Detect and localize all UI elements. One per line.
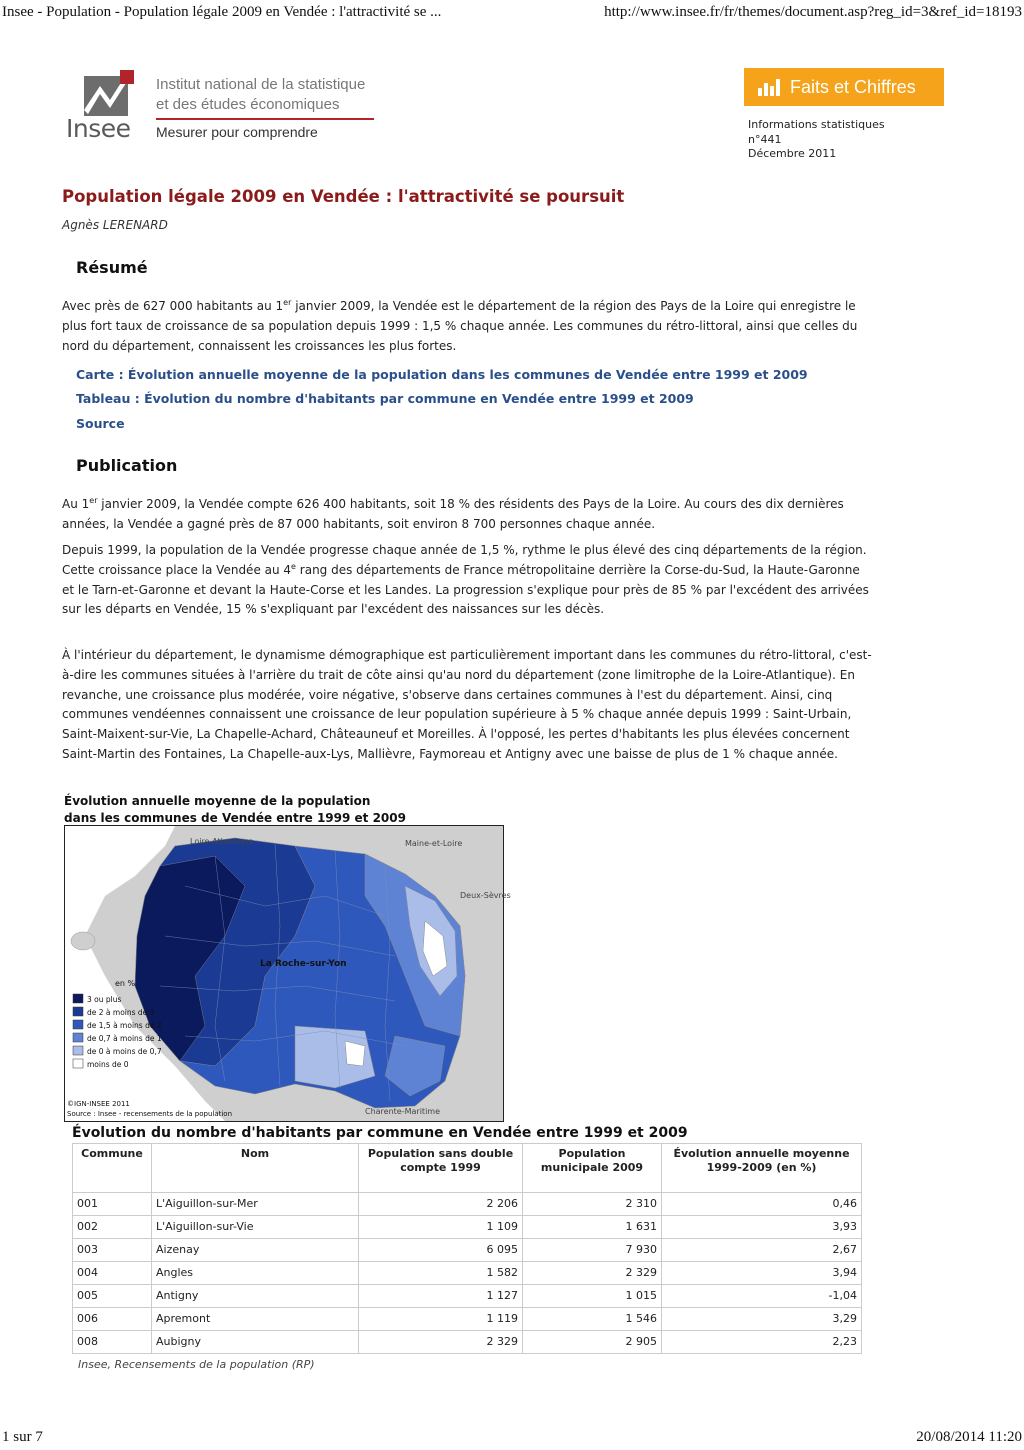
cell-pop-1999: 2 206 bbox=[359, 1193, 523, 1216]
map-label-deux-sevres: Deux-Sèvres bbox=[460, 891, 511, 900]
cell-pop-2009: 1 546 bbox=[523, 1308, 662, 1331]
cell-pop-1999: 2 329 bbox=[359, 1331, 523, 1354]
cell-nom: Antigny bbox=[152, 1285, 359, 1308]
legend-label: de 0 à moins de 0,7 bbox=[87, 1047, 162, 1056]
legend-swatch bbox=[73, 1020, 83, 1029]
col-evolution: Évolution annuelle moyenne 1999-2009 (en %) bbox=[662, 1144, 862, 1193]
map-title bbox=[64, 793, 406, 827]
col-pop-1999: Population sans double compte 1999 bbox=[359, 1144, 523, 1193]
legend-title: en % bbox=[115, 979, 136, 988]
p2-text-b: rang des départements de France métropolitaine derrière la Corse-du-Sud, la Haute-Garonne et le Tarn-et-Garonne et devant la Haute-Corse et les Landes. La progression s'explique pour près de 85 % par l'excédent des arrivées sur les départs en Vendée, 15 % s'expliquant par l'excédent des naissances sur les décès. bbox=[62, 562, 869, 617]
print-header-url: http://www.insee.fr/fr/themes/document.asp?reg_id=3&ref_id=18193 bbox=[604, 4, 1022, 20]
cell-commune: 003 bbox=[73, 1239, 152, 1262]
legend-swatch bbox=[73, 1007, 83, 1016]
resume-sup: er bbox=[283, 298, 292, 307]
map-label-la-roche: La Roche-sur-Yon bbox=[260, 959, 347, 969]
p1-text-a: Au 1 bbox=[62, 497, 90, 511]
map-credit-1: ©IGN-INSEE 2011 bbox=[67, 1100, 130, 1108]
print-footer-page: 1 sur 7 bbox=[2, 1429, 43, 1445]
legend-swatch bbox=[73, 1033, 83, 1042]
cell-pop-2009: 7 930 bbox=[523, 1239, 662, 1262]
cell-pop-1999: 1 127 bbox=[359, 1285, 523, 1308]
p2-sup: e bbox=[291, 561, 296, 571]
cell-pop-2009: 2 310 bbox=[523, 1193, 662, 1216]
cell-evolution: -1,04 bbox=[662, 1285, 862, 1308]
map-label-loire-atlantique: Loire-Atlantique bbox=[190, 837, 254, 846]
table-row bbox=[73, 1331, 862, 1354]
cell-evolution: 3,29 bbox=[662, 1308, 862, 1331]
legend-label: de 2 à moins de 3 bbox=[87, 1008, 155, 1017]
table-row bbox=[73, 1239, 862, 1262]
table-row bbox=[73, 1262, 862, 1285]
legend-swatch bbox=[73, 1046, 83, 1055]
link-tableau[interactable]: Tableau : Évolution du nombre d'habitants par commune en Vendée entre 1999 et 2009 bbox=[76, 391, 694, 406]
p1-sup: er bbox=[89, 496, 98, 505]
logo-divider bbox=[156, 118, 374, 120]
publication-heading: Publication bbox=[76, 456, 178, 475]
print-footer bbox=[0, 1428, 1024, 1448]
legend-label: de 1,5 à moins de 2 bbox=[87, 1021, 162, 1030]
cell-pop-2009: 2 905 bbox=[523, 1331, 662, 1354]
cell-pop-1999: 1 582 bbox=[359, 1262, 523, 1285]
faits-et-chiffres-button[interactable] bbox=[744, 68, 944, 106]
legend-swatch bbox=[73, 1059, 83, 1068]
map-label-charente: Charente-Maritime bbox=[365, 1107, 440, 1116]
info-block bbox=[748, 118, 885, 162]
cell-commune: 005 bbox=[73, 1285, 152, 1308]
table-row bbox=[73, 1285, 862, 1308]
resume-text-b: janvier 2009, la Vendée est le département de la région des Pays de la Loire qui enregistre le plus fort taux de croissance de sa population depuis 1999 : 1,5 % chaque année. Les communes du rétro-littoral, ainsi que celles du nord du département, connaissent les croissances les plus fortes. bbox=[62, 299, 858, 353]
cell-nom: Aizenay bbox=[152, 1239, 359, 1262]
cell-commune: 001 bbox=[73, 1193, 152, 1216]
logo-line1: Institut national de la statistique bbox=[156, 76, 366, 93]
vendee-map bbox=[65, 826, 511, 1121]
link-carte[interactable]: Carte : Évolution annuelle moyenne de la population dans les communes de Vendée entre 1999 et 2009 bbox=[76, 367, 808, 382]
population-table bbox=[72, 1143, 862, 1354]
cell-evolution: 3,94 bbox=[662, 1262, 862, 1285]
table-row bbox=[73, 1193, 862, 1216]
publication-paragraph-1 bbox=[62, 495, 874, 535]
page-title: Population légale 2009 en Vendée : l'attractivité se poursuit bbox=[62, 187, 625, 206]
insee-logo[interactable] bbox=[64, 68, 394, 146]
col-pop-2009: Population municipale 2009 bbox=[523, 1144, 662, 1193]
print-header bbox=[0, 2, 1024, 22]
link-source[interactable]: Source bbox=[76, 416, 125, 431]
map-label-maine-et-loire: Maine-et-Loire bbox=[405, 839, 463, 848]
table-row bbox=[73, 1308, 862, 1331]
cell-evolution: 0,46 bbox=[662, 1193, 862, 1216]
info-number: n°441 bbox=[748, 132, 782, 146]
logo-line2: et des études économiques bbox=[156, 96, 340, 113]
cell-evolution: 3,93 bbox=[662, 1216, 862, 1239]
publication-paragraph-2 bbox=[62, 541, 874, 620]
map-figure bbox=[64, 825, 511, 1122]
resume-heading: Résumé bbox=[76, 258, 148, 277]
cell-pop-2009: 2 329 bbox=[523, 1262, 662, 1285]
p2-text-a: Depuis 1999, la population de la Vendée progresse chaque année de 1,5 %, rythme le plus élevé des cinq départements de la région. Cette croissance place la Vendée au 4 bbox=[62, 543, 867, 577]
table-row bbox=[73, 1216, 862, 1239]
author: Agnès LERENARD bbox=[62, 218, 168, 232]
faits-et-chiffres-label: Faits et Chiffres bbox=[790, 77, 916, 97]
print-header-title: Insee - Population - Population légale 2009 en Vendée : l'attractivité se ... bbox=[2, 4, 442, 20]
cell-pop-2009: 1 015 bbox=[523, 1285, 662, 1308]
legend-label: moins de 0 bbox=[87, 1060, 129, 1069]
col-nom: Nom bbox=[152, 1144, 359, 1193]
info-series: Informations statistiques bbox=[748, 118, 885, 131]
cell-nom: L'Aiguillon-sur-Mer bbox=[152, 1193, 359, 1216]
chart-icon bbox=[756, 76, 782, 98]
logo-brand: Insee bbox=[66, 114, 131, 143]
table-source: Insee, Recensements de la population (RP) bbox=[78, 1358, 315, 1371]
resume-text-a: Avec près de 627 000 habitants au 1 bbox=[62, 299, 284, 313]
table-header-row bbox=[73, 1144, 862, 1193]
cell-pop-2009: 1 631 bbox=[523, 1216, 662, 1239]
info-date: Décembre 2011 bbox=[748, 147, 837, 160]
publication-paragraph-3: À l'intérieur du département, le dynamisme démographique est particulièrement important dans les communes du rétro-littoral, c'est-à-dire les communes situées à l'arrière du trait de côte ainsi qu'au nord du département (zone limitrophe de la Loire-Atlantique). En revanche, une croissance plus modérée, voire négative, s'observe dans certaines communes à l'est du département. Ainsi, cinq communes vendéennes connaissent une croissance de leur population supérieure à 5 % chaque année depuis 1999 : Saint-Urbain, Saint-Maixent-sur-Vie, La Chapelle-Achard, Châteauneuf et Moreilles. À l'opposé, les pertes d'habitants les plus élevées concernent Saint-Martin des Fontaines, La Chapelle-aux-Lys, Mallièvre, Faymoreau et Antigny avec une baisse de plus de 1 % chaque année. bbox=[62, 648, 872, 761]
p1-text-b: janvier 2009, la Vendée compte 626 400 habitants, soit 18 % des résidents des Pays de la Loire. Au cours des dix dernières années, la Vendée a gagné près de 87 000 habitants, soit environ 8 700 personnes chaque année. bbox=[62, 497, 844, 531]
cell-evolution: 2,23 bbox=[662, 1331, 862, 1354]
cell-nom: L'Aiguillon-sur-Vie bbox=[152, 1216, 359, 1239]
cell-commune: 008 bbox=[73, 1331, 152, 1354]
insee-logo-icon bbox=[80, 70, 136, 118]
cell-commune: 002 bbox=[73, 1216, 152, 1239]
cell-nom: Angles bbox=[152, 1262, 359, 1285]
legend-label: 3 ou plus bbox=[87, 995, 122, 1004]
cell-nom: Apremont bbox=[152, 1308, 359, 1331]
map-title-line1: Évolution annuelle moyenne de la population bbox=[64, 794, 371, 808]
cell-pop-1999: 1 119 bbox=[359, 1308, 523, 1331]
cell-evolution: 2,67 bbox=[662, 1239, 862, 1262]
cell-pop-1999: 6 095 bbox=[359, 1239, 523, 1262]
col-commune: Commune bbox=[73, 1144, 152, 1193]
resume-paragraph bbox=[62, 297, 874, 356]
table-title: Évolution du nombre d'habitants par commune en Vendée entre 1999 et 2009 bbox=[72, 1125, 688, 1141]
legend-swatch bbox=[73, 994, 83, 1003]
logo-tagline: Mesurer pour comprendre bbox=[156, 124, 318, 140]
map-credit-2: Source : Insee - recensements de la population bbox=[67, 1110, 233, 1118]
cell-pop-1999: 1 109 bbox=[359, 1216, 523, 1239]
print-footer-datetime: 20/08/2014 11:20 bbox=[916, 1429, 1022, 1445]
map-title-line2: dans les communes de Vendée entre 1999 et 2009 bbox=[64, 811, 406, 825]
cell-commune: 004 bbox=[73, 1262, 152, 1285]
cell-commune: 006 bbox=[73, 1308, 152, 1331]
legend-label: de 0,7 à moins de 1 bbox=[87, 1034, 162, 1043]
cell-nom: Aubigny bbox=[152, 1331, 359, 1354]
